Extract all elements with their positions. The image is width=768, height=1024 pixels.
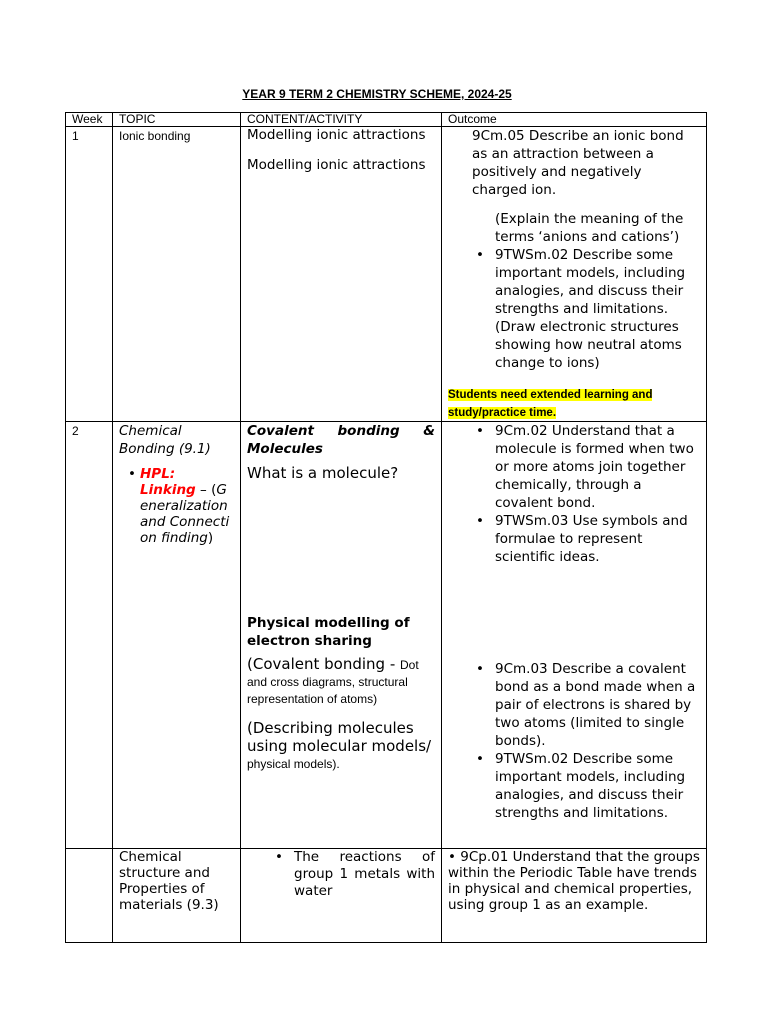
content-text-small: physical models).	[247, 757, 340, 771]
content-text-large: (Describing molecules using molecular models/	[247, 719, 432, 755]
week-cell	[66, 849, 113, 943]
content-text-small: Dot and cross diagrams, structural representation of atoms)	[247, 658, 419, 706]
outcome-list	[448, 660, 700, 822]
content-heading: Covalent bonding & Molecules	[247, 423, 435, 457]
scheme-table	[65, 112, 707, 943]
list-item: • 9Cm.03 Describe a covalent bond as a bond made when a pair of electrons is shared by two atoms (limited to single bonds).	[448, 660, 700, 750]
topic-cell: Ionic bonding	[113, 127, 241, 422]
content-text-large: (Covalent bonding -	[247, 655, 400, 673]
week-cell: 2	[66, 422, 113, 849]
table-row-week-1	[66, 127, 707, 422]
list-item: • 9TWSm.02 Describe some important models, including analogies, and discuss their strengths and limitations.	[448, 750, 700, 822]
list-item: • 9TWSm.02 Describe some important models, including analogies, and discuss their strengths and limitations. (Draw electronic structures showing how neutral atoms change to ions)	[448, 246, 700, 372]
week-cell: 1	[66, 127, 113, 422]
header-content: CONTENT/ACTIVITY	[241, 113, 442, 127]
hpl-label: HPL: Linking	[140, 466, 196, 498]
hpl-item	[119, 466, 234, 546]
table-row-week-2	[66, 422, 707, 849]
content-cell	[241, 849, 442, 943]
table-header-row	[66, 113, 707, 127]
content-cell	[241, 127, 442, 422]
hpl-paren: (	[206, 482, 217, 498]
bullet-icon: •	[275, 849, 283, 865]
header-outcome: Outcome	[442, 113, 707, 127]
list-item: • 9TWSm.03 Use symbols and formulae to represent scientific ideas.	[448, 512, 700, 566]
topic-cell: Chemical structure and Properties of materials (9.3)	[113, 849, 241, 943]
list-item-text: The reactions of group 1 metals with water	[294, 849, 435, 899]
list-item: • 9Cm.02 Understand that a molecule is formed when two or more atoms join together chemically, through a covalent bond.	[448, 422, 700, 512]
outcome-list	[448, 246, 700, 372]
content-text	[247, 656, 435, 708]
outcome-list	[448, 422, 700, 566]
topic-text: Chemical Bonding (9.1)	[119, 423, 211, 457]
header-topic: TOPIC	[113, 113, 241, 127]
document-title: YEAR 9 TERM 2 CHEMISTRY SCHEME, 2024-25	[242, 87, 512, 101]
hpl-description: Generalization and Connection finding	[140, 482, 230, 546]
content-heading: Physical modelling of electron sharing	[247, 615, 410, 649]
bullet-icon: •	[128, 466, 136, 482]
highlighted-note: Students need extended learning and study/practice time.	[448, 389, 653, 419]
content-text	[247, 720, 435, 773]
outcome-text: (Explain the meaning of the terms ‘anions and cations’)	[495, 211, 684, 245]
list-item	[247, 849, 435, 900]
content-text: Modelling ionic attractions	[247, 127, 426, 143]
header-week: Week	[66, 113, 113, 127]
hpl-dash: –	[195, 482, 207, 498]
outcome-cell	[442, 422, 707, 849]
outcome-cell: • 9Cp.01 Understand that the groups within the Periodic Table have trends in physical and chemical properties, using group 1 as an example.	[442, 849, 707, 943]
content-question: What is a molecule?	[247, 464, 399, 482]
topic-cell	[113, 422, 241, 849]
content-cell	[241, 422, 442, 849]
outcome-cell	[442, 127, 707, 422]
table-row-week-3	[66, 849, 707, 943]
hpl-paren: )	[207, 530, 214, 546]
outcome-text: 9Cm.05 Describe an ionic bond as an attraction between a positively and negatively charged ion.	[472, 128, 684, 198]
content-text: Modelling ionic attractions	[247, 157, 426, 173]
